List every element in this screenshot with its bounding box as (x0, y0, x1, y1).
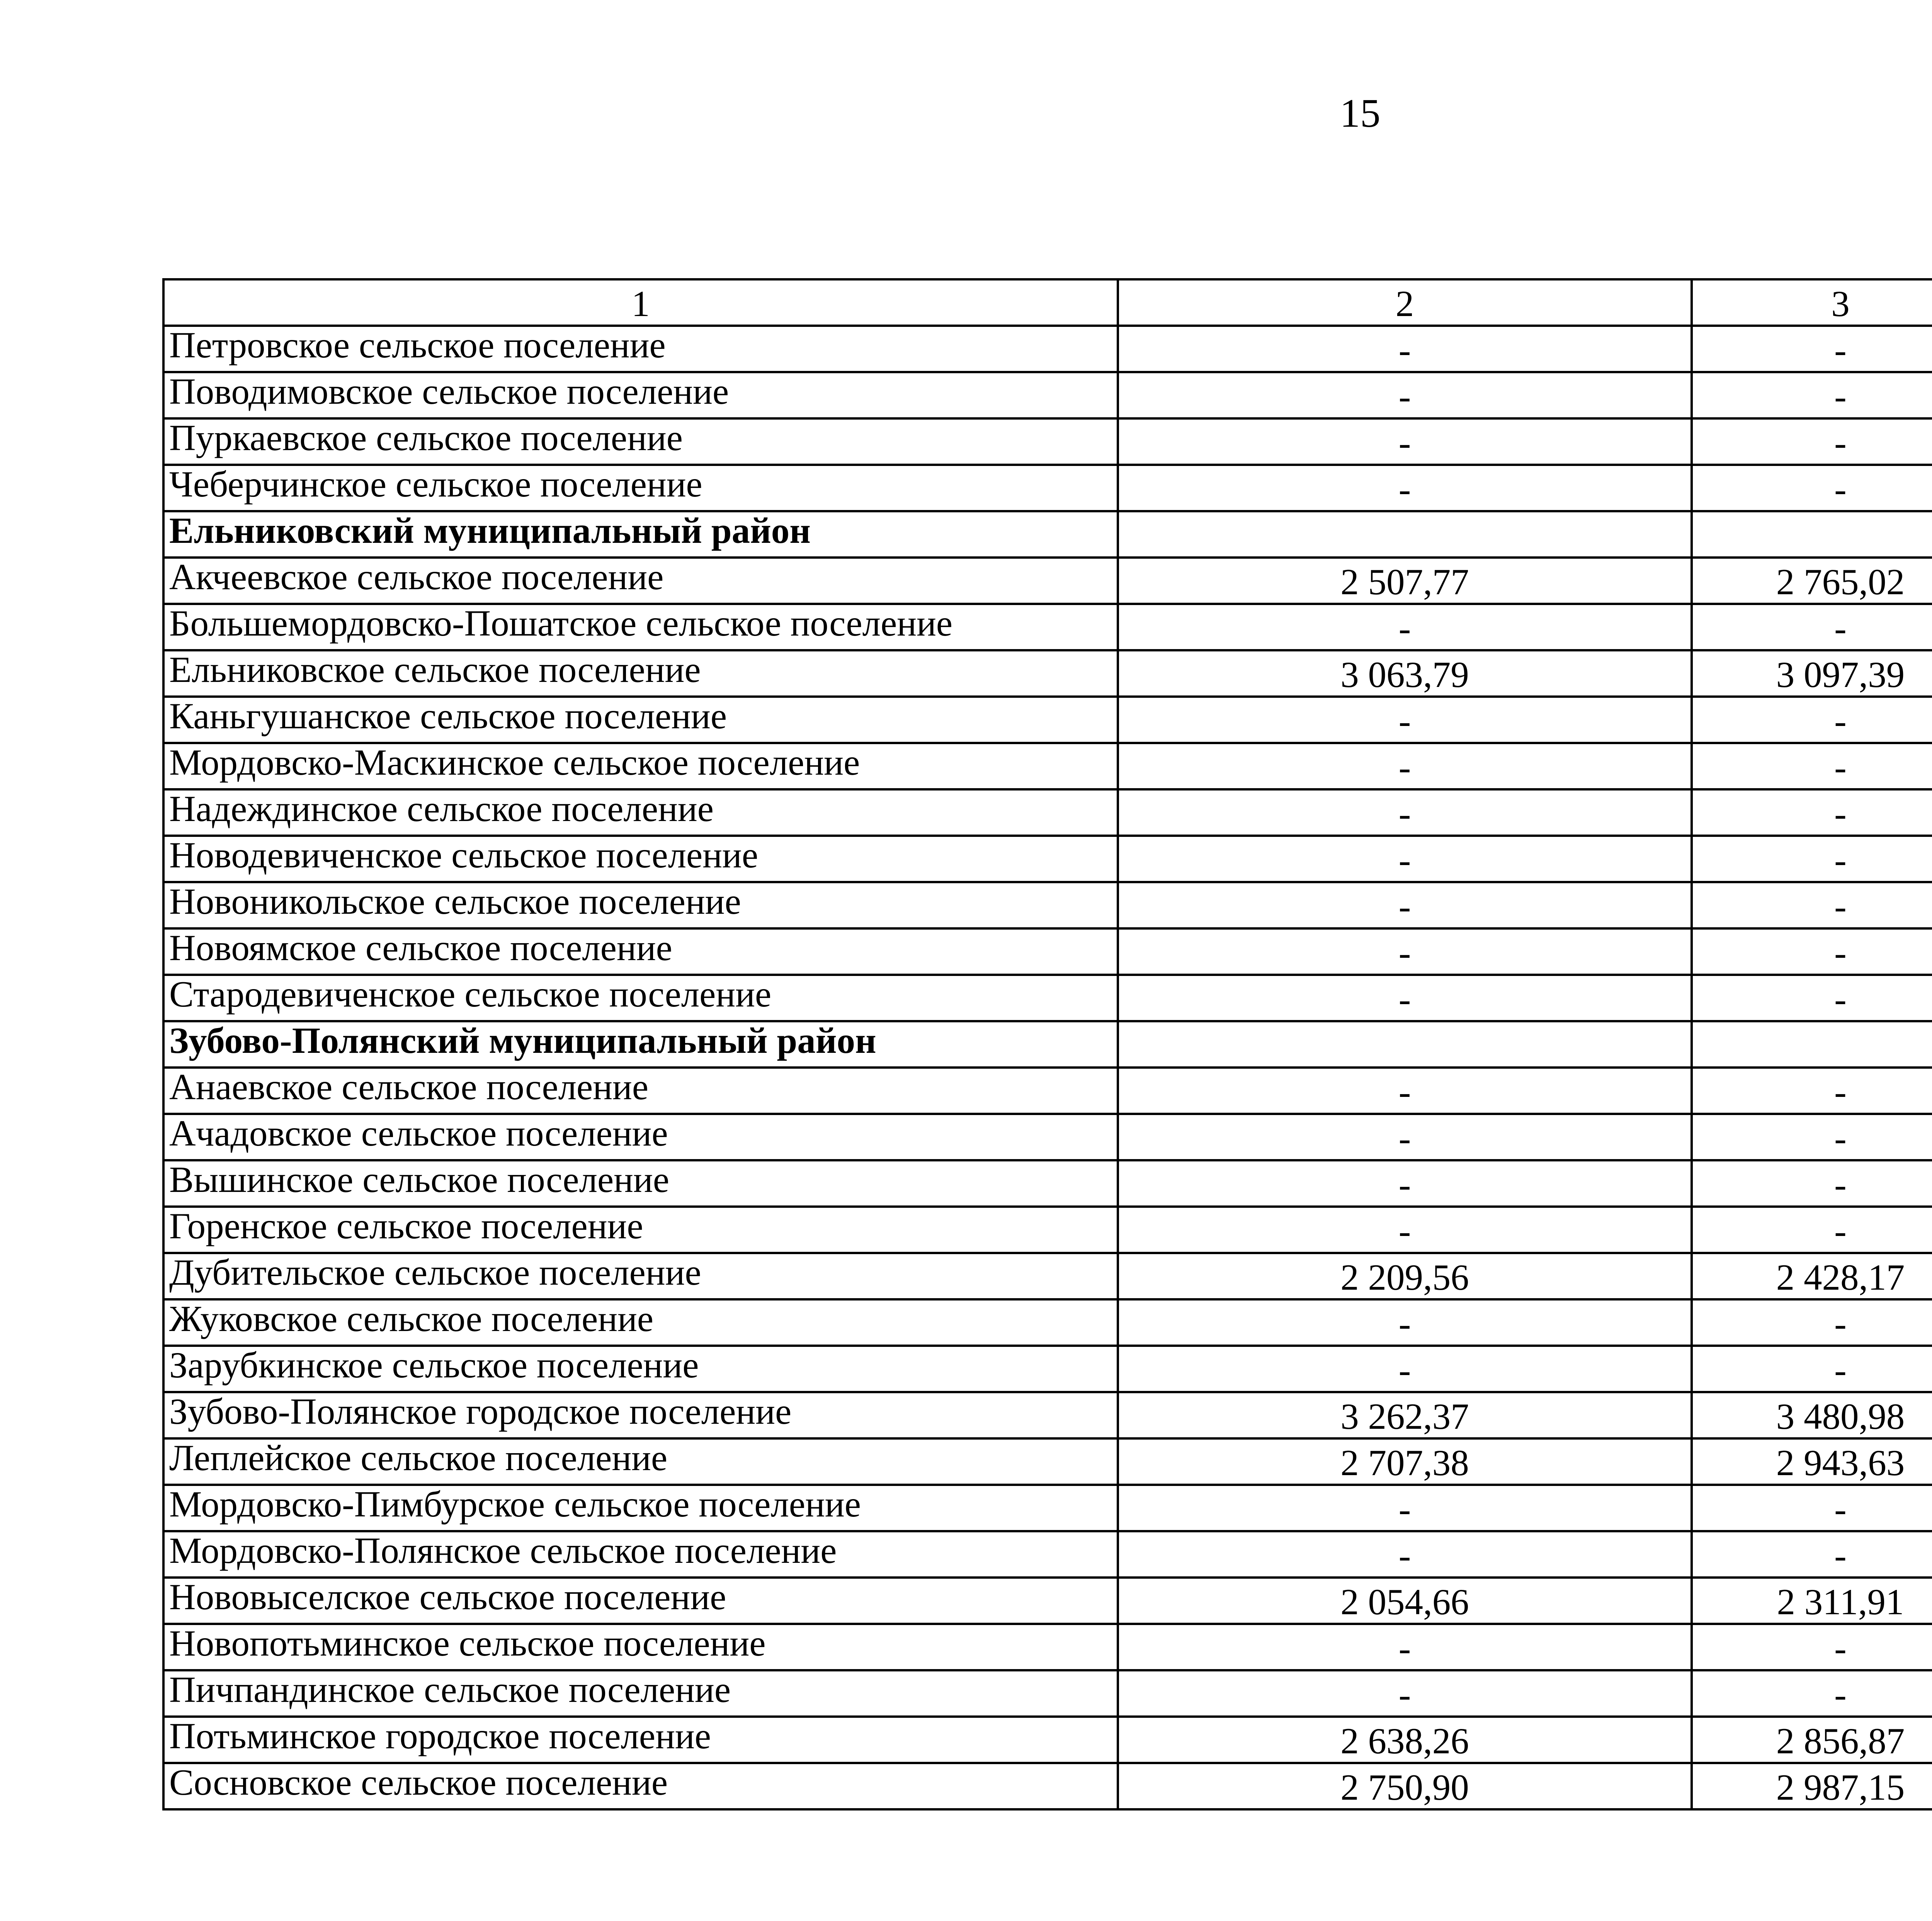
table-row (163, 650, 1932, 697)
value-col-2: - (1118, 882, 1692, 928)
column-header: 3 (1692, 279, 1932, 326)
value-col-2: - (1118, 928, 1692, 975)
value-col-2: - (1118, 975, 1692, 1021)
value-col-3: - (1692, 1114, 1932, 1160)
value-col-3: - (1692, 1068, 1932, 1114)
table-row (163, 1392, 1932, 1438)
settlement-name: Стародевиченское сельское поселение (163, 975, 1118, 1021)
settlement-name: Леплейское сельское поселение (163, 1438, 1118, 1485)
value-col-2: 2 054,66 (1118, 1578, 1692, 1624)
value-col-2: - (1118, 789, 1692, 836)
value-col-2: 2 507,77 (1118, 558, 1692, 604)
settlement-name: Анаевское сельское поселение (163, 1068, 1118, 1114)
value-col-2: - (1118, 1624, 1692, 1670)
value-col-3 (1692, 1021, 1932, 1068)
settlement-name: Горенское сельское поселение (163, 1207, 1118, 1253)
table-row (163, 1763, 1932, 1809)
value-col-3: - (1692, 975, 1932, 1021)
value-col-2: - (1118, 1346, 1692, 1392)
value-col-3: - (1692, 326, 1932, 372)
settlement-name: Пуркаевское сельское поселение (163, 418, 1118, 465)
value-col-3: 2 856,87 (1692, 1717, 1932, 1763)
value-col-3: - (1692, 1346, 1932, 1392)
settlement-name: Зубово-Полянское городское поселение (163, 1392, 1118, 1438)
settlement-name: Жуковское сельское поселение (163, 1299, 1118, 1346)
settlement-name: Большемордовско-Пошатское сельское поселение (163, 604, 1118, 650)
table-row (163, 882, 1932, 928)
table-row (163, 928, 1932, 975)
settlement-name: Мордовско-Полянское сельское поселение (163, 1531, 1118, 1578)
settlement-name: Новопотьминское сельское поселение (163, 1624, 1118, 1670)
value-col-3: - (1692, 1160, 1932, 1207)
value-col-2: - (1118, 743, 1692, 789)
settlement-name: Потьминское городское поселение (163, 1717, 1118, 1763)
value-col-2: - (1118, 1160, 1692, 1207)
settlement-name: Мордовско-Маскинское сельское поселение (163, 743, 1118, 789)
table-row (163, 975, 1932, 1021)
value-col-3: - (1692, 789, 1932, 836)
settlement-name: Зарубкинское сельское поселение (163, 1346, 1118, 1392)
value-col-3: - (1692, 1624, 1932, 1670)
table-row (163, 558, 1932, 604)
value-col-3: 2 311,91 (1692, 1578, 1932, 1624)
settlement-name: Ельниковское сельское поселение (163, 650, 1118, 697)
table-row (163, 372, 1932, 418)
column-header: 2 (1118, 279, 1692, 326)
value-col-2: - (1118, 836, 1692, 882)
settlement-name: Пичпандинское сельское поселение (163, 1670, 1118, 1717)
district-name: Зубово-Полянский муниципальный район (163, 1021, 1118, 1068)
value-col-3: - (1692, 1670, 1932, 1717)
district-row (163, 511, 1932, 558)
value-col-2: - (1118, 604, 1692, 650)
table-row (163, 1717, 1932, 1763)
value-col-2: - (1118, 372, 1692, 418)
value-col-3: - (1692, 1299, 1932, 1346)
settlement-name: Чеберчинское сельское поселение (163, 465, 1118, 511)
value-col-2: 2 209,56 (1118, 1253, 1692, 1299)
table-row (163, 1531, 1932, 1578)
value-col-2: - (1118, 418, 1692, 465)
value-col-2: - (1118, 1485, 1692, 1531)
value-col-2: - (1118, 1068, 1692, 1114)
settlement-name: Сосновское сельское поселение (163, 1763, 1118, 1809)
value-col-3: 2 987,15 (1692, 1763, 1932, 1809)
table-row (163, 1068, 1932, 1114)
value-col-3: - (1692, 1207, 1932, 1253)
value-col-2: 3 262,37 (1118, 1392, 1692, 1438)
value-col-3: - (1692, 882, 1932, 928)
value-col-2: - (1118, 326, 1692, 372)
table-row (163, 789, 1932, 836)
value-col-3: 2 943,63 (1692, 1438, 1932, 1485)
value-col-3: - (1692, 697, 1932, 743)
value-col-3: - (1692, 836, 1932, 882)
value-col-2: - (1118, 1207, 1692, 1253)
value-col-2: 2 750,90 (1118, 1763, 1692, 1809)
table-row (163, 326, 1932, 372)
settlement-name: Нововыселское сельское поселение (163, 1578, 1118, 1624)
table-row (163, 836, 1932, 882)
table-row (163, 1207, 1932, 1253)
settlement-name: Ачадовское сельское поселение (163, 1114, 1118, 1160)
settlement-name: Новоникольское сельское поселение (163, 882, 1118, 928)
settlement-name: Каньгушанское сельское поселение (163, 697, 1118, 743)
tariff-table (162, 278, 1932, 1810)
settlement-name: Петровское сельское поселение (163, 326, 1118, 372)
value-col-2 (1118, 511, 1692, 558)
table-row (163, 1299, 1932, 1346)
table-row (163, 1670, 1932, 1717)
value-col-2: 3 063,79 (1118, 650, 1692, 697)
settlement-name: Поводимовское сельское поселение (163, 372, 1118, 418)
table-row (163, 1160, 1932, 1207)
table-row (163, 1578, 1932, 1624)
settlement-name: Новодевиченское сельское поселение (163, 836, 1118, 882)
column-header: 1 (163, 279, 1118, 326)
settlement-name: Новоямское сельское поселение (163, 928, 1118, 975)
value-col-2: 2 638,26 (1118, 1717, 1692, 1763)
table-row (163, 418, 1932, 465)
settlement-name: Надеждинское сельское поселение (163, 789, 1118, 836)
value-col-2: - (1118, 697, 1692, 743)
value-col-3: - (1692, 604, 1932, 650)
district-row (163, 1021, 1932, 1068)
value-col-3: 3 480,98 (1692, 1392, 1932, 1438)
value-col-3: - (1692, 465, 1932, 511)
value-col-3 (1692, 511, 1932, 558)
value-col-3: 3 097,39 (1692, 650, 1932, 697)
settlement-name: Дубительское сельское поселение (163, 1253, 1118, 1299)
value-col-3: - (1692, 1531, 1932, 1578)
table-row (163, 1485, 1932, 1531)
value-col-2: - (1118, 1114, 1692, 1160)
table-row (163, 1114, 1932, 1160)
value-col-3: 2 765,02 (1692, 558, 1932, 604)
value-col-2: - (1118, 1531, 1692, 1578)
table-header-row (163, 279, 1932, 326)
value-col-3: 2 428,17 (1692, 1253, 1932, 1299)
settlement-name: Вышинское сельское поселение (163, 1160, 1118, 1207)
value-col-2 (1118, 1021, 1692, 1068)
settlement-name: Мордовско-Пимбурское сельское поселение (163, 1485, 1118, 1531)
table-row (163, 604, 1932, 650)
table-row (163, 1346, 1932, 1392)
table-row (163, 697, 1932, 743)
value-col-3: - (1692, 1485, 1932, 1531)
value-col-3: - (1692, 928, 1932, 975)
value-col-2: - (1118, 1670, 1692, 1717)
value-col-3: - (1692, 743, 1932, 789)
district-name: Ельниковский муниципальный район (163, 511, 1118, 558)
page-number: 15 (1340, 90, 1381, 136)
value-col-2: 2 707,38 (1118, 1438, 1692, 1485)
table-row (163, 743, 1932, 789)
value-col-2: - (1118, 465, 1692, 511)
table-row (163, 465, 1932, 511)
table-row (163, 1253, 1932, 1299)
value-col-2: - (1118, 1299, 1692, 1346)
settlement-name: Акчеевское сельское поселение (163, 558, 1118, 604)
value-col-3: - (1692, 418, 1932, 465)
table-body (163, 279, 1932, 1809)
value-col-3: - (1692, 372, 1932, 418)
table-row (163, 1438, 1932, 1485)
table-row (163, 1624, 1932, 1670)
